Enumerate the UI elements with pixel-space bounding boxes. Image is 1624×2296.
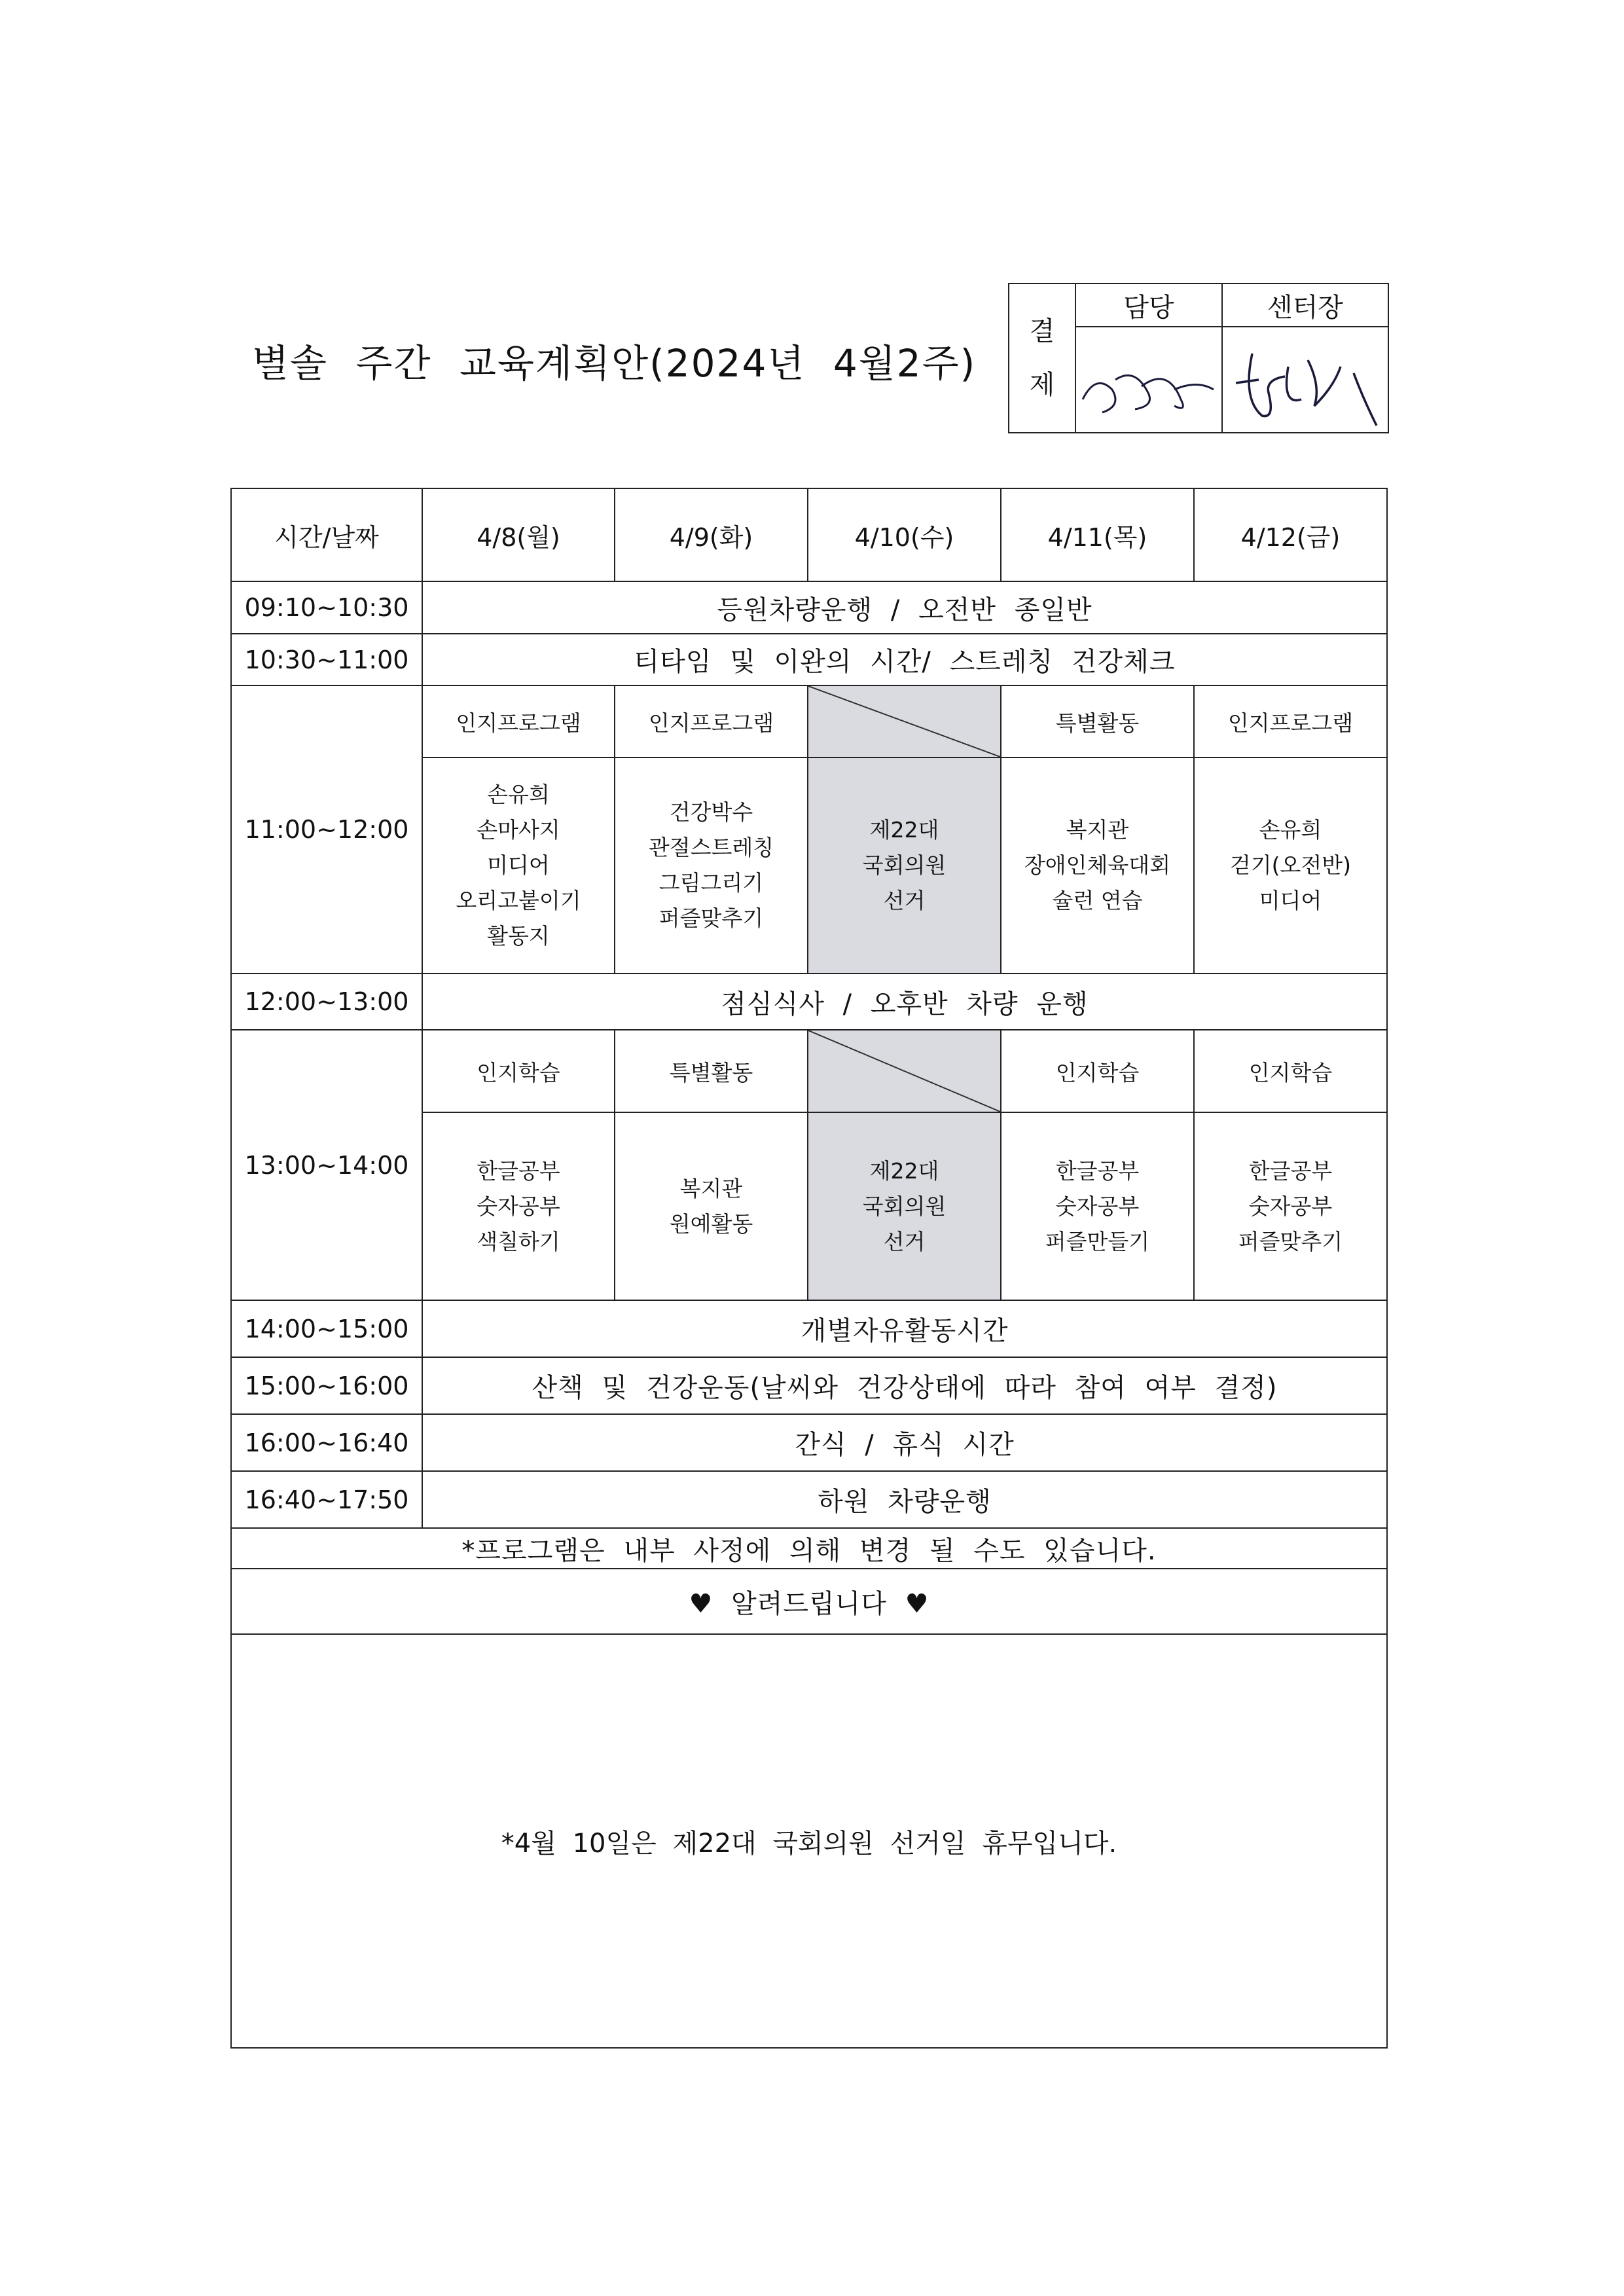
- activity-item: 그림그리기: [659, 870, 764, 896]
- activity-item: 손마사지: [477, 817, 560, 843]
- activity-item: 숫자공부: [1055, 1193, 1140, 1219]
- director-signature-drawing: [1223, 327, 1388, 432]
- activity-item: 관절스트레칭: [648, 835, 774, 860]
- activity-cell: 하원 차량운행: [422, 1471, 1387, 1528]
- approval-staff-header: 담당: [1075, 283, 1222, 327]
- weekly-plan-table: [230, 488, 1388, 2049]
- activity-item: 복지관: [679, 1175, 743, 1201]
- activity-cell: 개별자유활동시간: [422, 1300, 1387, 1357]
- category-fri: 인지학습: [1194, 1030, 1387, 1112]
- approval-side-top: 결: [1029, 316, 1055, 346]
- activity-list-fri: [1194, 1112, 1387, 1300]
- time-cell: 15:00~16:00: [231, 1357, 422, 1414]
- activity-item: 활동지: [487, 923, 550, 949]
- activity-item: 숫자공부: [477, 1193, 560, 1219]
- activity-list-thu: [1001, 757, 1194, 974]
- activity-item: 국회의원: [862, 852, 947, 878]
- schedule-row: [231, 974, 1387, 1030]
- am-category-row: [231, 685, 1387, 757]
- activity-item: 복지관: [1066, 817, 1129, 843]
- activity-item: 국회의원: [862, 1193, 947, 1219]
- activity-item: 장애인체육대회: [1024, 852, 1171, 878]
- notice-title-text: 알려드립니다: [731, 1588, 887, 1619]
- activity-item: 퍼즐맞추기: [659, 905, 764, 931]
- staff-signature: [1075, 327, 1222, 433]
- category-mon: 인지프로그램: [422, 685, 615, 757]
- activity-item: 제22대: [869, 1157, 939, 1184]
- activity-item: 걷기(오전반): [1229, 852, 1352, 878]
- holiday-diagonal-cell: [808, 1030, 1001, 1112]
- activity-item: 미디어: [1259, 888, 1322, 913]
- activity-cell: 산책 및 건강운동(날씨와 건강상태에 따라 참여 여부 결정): [422, 1357, 1387, 1414]
- time-cell: 16:40~17:50: [231, 1471, 422, 1528]
- schedule-row: [231, 634, 1387, 685]
- time-cell: 12:00~13:00: [231, 974, 422, 1030]
- time-cell: 11:00~12:00: [231, 685, 422, 974]
- schedule-row: [231, 1300, 1387, 1357]
- schedule-row: [231, 1357, 1387, 1414]
- activity-list-mon: [422, 1112, 615, 1300]
- notice-text: *4월 10일은 제22대 국회의원 선거일 휴무입니다.: [501, 1828, 1117, 1859]
- activity-item: 손유희: [1259, 817, 1322, 843]
- time-cell: 09:10~10:30: [231, 581, 422, 634]
- activity-list-tue: [615, 1112, 808, 1300]
- activity-item: 손유희: [487, 782, 550, 807]
- heart-icon: ♥: [905, 1588, 929, 1619]
- footnote-row: [231, 1528, 1387, 1569]
- header-tue: 4/9(화): [615, 488, 808, 581]
- activity-item: 선거: [883, 888, 926, 913]
- approval-side-bottom: 제: [1029, 370, 1055, 400]
- approval-side-label: [1009, 283, 1075, 433]
- activity-item: 미디어: [487, 852, 550, 878]
- activity-item: 한글공부: [1248, 1157, 1333, 1184]
- heart-icon: ♥: [689, 1588, 713, 1619]
- header-mon: 4/8(월): [422, 488, 615, 581]
- notice-title: [231, 1569, 1387, 1634]
- category-mon: 인지학습: [422, 1030, 615, 1112]
- activity-item: 숫자공부: [1248, 1193, 1333, 1219]
- header-wed: 4/10(수): [808, 488, 1001, 581]
- activity-cell: 간식 / 휴식 시간: [422, 1414, 1387, 1471]
- time-cell: 13:00~14:00: [231, 1030, 422, 1300]
- activity-list-thu: [1001, 1112, 1194, 1300]
- time-cell: 10:30~11:00: [231, 634, 422, 685]
- header-time: 시간/날짜: [231, 488, 422, 581]
- notice-body: [231, 1634, 1387, 2048]
- activity-item: 원예활동: [669, 1211, 753, 1237]
- footnote: *프로그램은 내부 사정에 의해 변경 될 수도 있습니다.: [231, 1528, 1387, 1569]
- category-tue: 특별활동: [615, 1030, 808, 1112]
- activity-cell: 점심식사 / 오후반 차량 운행: [422, 974, 1387, 1030]
- activity-item: 색칠하기: [477, 1228, 560, 1254]
- activity-item: 한글공부: [1055, 1157, 1140, 1184]
- page-title: 별솔 주간 교육계획안(2024년 4월2주): [252, 341, 977, 386]
- approval-director-header: 센터장: [1222, 283, 1388, 327]
- director-signature: [1222, 327, 1388, 433]
- schedule-row: [231, 581, 1387, 634]
- schedule-row: [231, 1471, 1387, 1528]
- header-row: [231, 488, 1387, 581]
- activity-item: 퍼즐만들기: [1045, 1228, 1150, 1254]
- activity-list-fri: [1194, 757, 1387, 974]
- activity-list-wed-holiday: [808, 757, 1001, 974]
- activity-item: 오리고붙이기: [456, 888, 581, 913]
- activity-item: 한글공부: [477, 1157, 560, 1184]
- activity-item: 건강박수: [669, 799, 753, 825]
- activity-cell: 등원차량운행 / 오전반 종일반: [422, 581, 1387, 634]
- category-thu: 인지학습: [1001, 1030, 1194, 1112]
- activity-item: 퍼즐맞추기: [1238, 1228, 1343, 1254]
- notice-title-row: [231, 1569, 1387, 1634]
- time-cell: 16:00~16:40: [231, 1414, 422, 1471]
- header-thu: 4/11(목): [1001, 488, 1194, 581]
- staff-signature-drawing: [1076, 327, 1221, 432]
- activity-item: 선거: [883, 1228, 926, 1254]
- time-cell: 14:00~15:00: [231, 1300, 422, 1357]
- notice-body-row: [231, 1634, 1387, 2048]
- pm-category-row: [231, 1030, 1387, 1112]
- schedule-row: [231, 1414, 1387, 1471]
- activity-list-tue: [615, 757, 808, 974]
- category-thu: 특별활동: [1001, 685, 1194, 757]
- activity-cell: 티타임 및 이완의 시간/ 스트레칭 건강체크: [422, 634, 1387, 685]
- activity-item: 제22대: [869, 817, 939, 843]
- holiday-diagonal-cell: [808, 685, 1001, 757]
- activity-item: 슐런 연습: [1052, 888, 1143, 913]
- activity-list-wed-holiday: [808, 1112, 1001, 1300]
- category-tue: 인지프로그램: [615, 685, 808, 757]
- header-fri: 4/12(금): [1194, 488, 1387, 581]
- activity-list-mon: [422, 757, 615, 974]
- approval-box: [1008, 283, 1389, 433]
- category-fri: 인지프로그램: [1194, 685, 1387, 757]
